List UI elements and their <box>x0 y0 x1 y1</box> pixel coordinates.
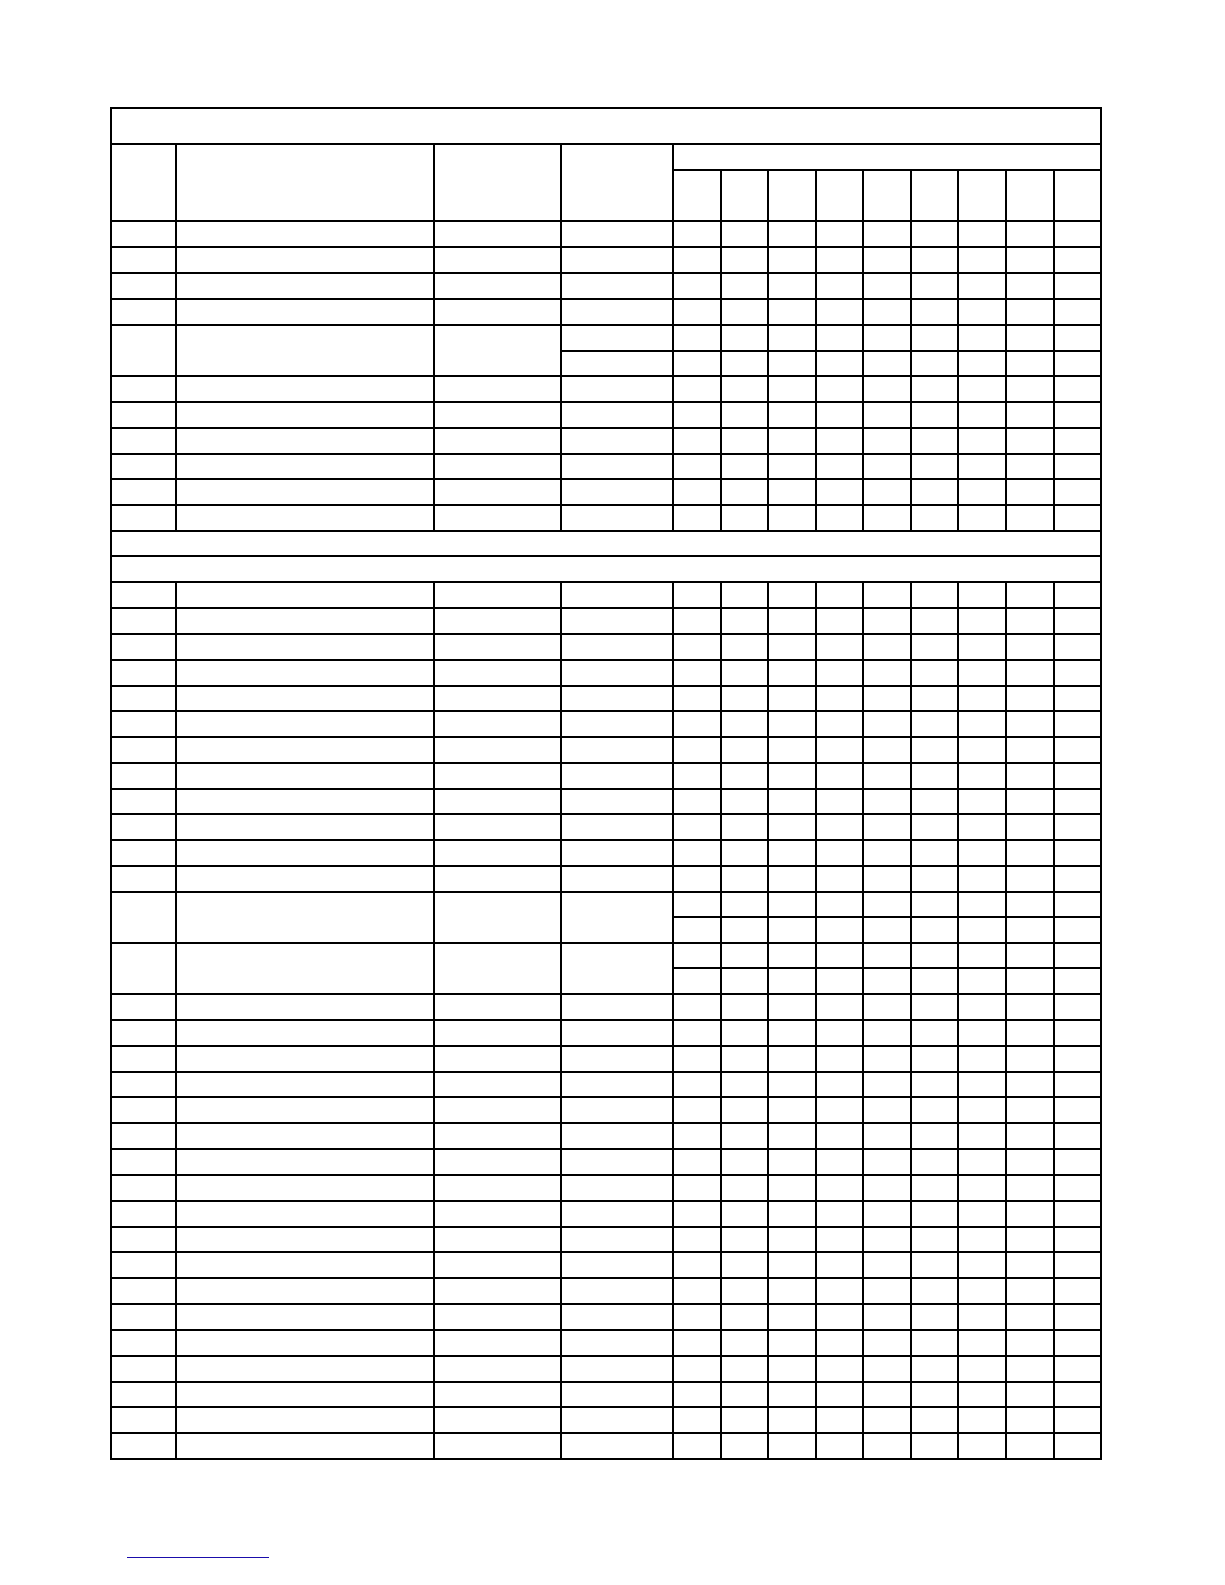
table-frame <box>111 108 1101 1459</box>
footer-link[interactable] <box>127 1557 269 1558</box>
